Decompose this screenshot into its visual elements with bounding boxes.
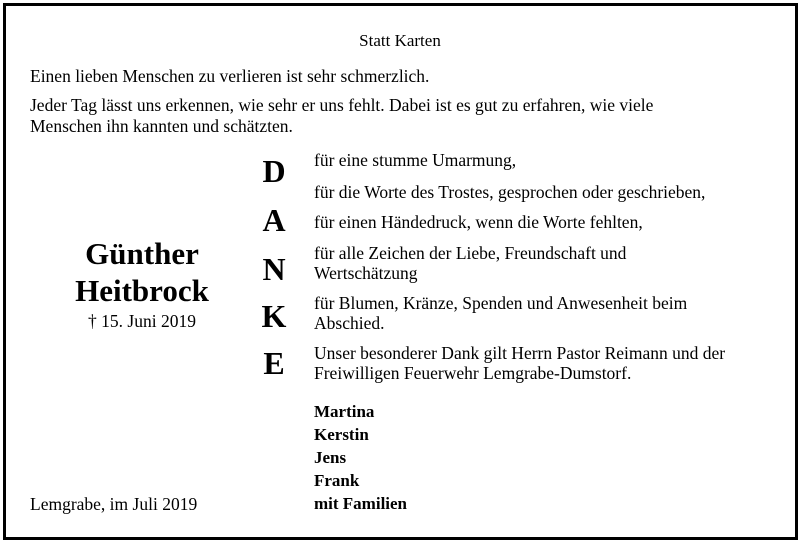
thanks-line: für Blumen, Kränze, Spenden und Anwesenheit beim bbox=[314, 293, 688, 313]
thanks-line: für eine stumme Umarmung, bbox=[314, 150, 517, 170]
death-date: † 15. Juni 2019 bbox=[88, 311, 196, 331]
thanks-line: Wertschätzung bbox=[314, 263, 418, 283]
danke-letter: N bbox=[262, 251, 286, 287]
intro-line-2: Jeder Tag lässt uns erkennen, wie sehr er uns fehlt. Dabei ist es gut zu erfahren, wie viele bbox=[30, 95, 654, 115]
thanks-line: Unser besonderer Dank gilt Herrn Pastor Reimann und der bbox=[314, 343, 726, 363]
deceased-first-name: Günther bbox=[85, 236, 199, 271]
danke-letter: E bbox=[263, 345, 285, 381]
signature-name: mit Familien bbox=[314, 494, 408, 513]
danke-letter: D bbox=[262, 153, 286, 189]
danke-letter: A bbox=[262, 202, 286, 238]
notice-header: Statt Karten bbox=[359, 31, 441, 50]
deceased-last-name: Heitbrock bbox=[75, 273, 209, 308]
thanks-line: für alle Zeichen der Liebe, Freundschaft und bbox=[314, 243, 627, 263]
danke-letter: K bbox=[261, 298, 287, 334]
signature-name: Frank bbox=[314, 471, 360, 490]
thanks-line: Abschied. bbox=[314, 313, 385, 333]
signature-name: Jens bbox=[314, 448, 347, 467]
intro-line-3: Menschen ihn kannten und schätzten. bbox=[30, 116, 293, 136]
signature-name: Kerstin bbox=[314, 425, 369, 444]
signature-name: Martina bbox=[314, 402, 375, 421]
thanks-line: für die Worte des Trostes, gesprochen oder geschrieben, bbox=[314, 182, 706, 202]
place-date: Lemgrabe, im Juli 2019 bbox=[30, 494, 198, 514]
intro-line-1: Einen lieben Menschen zu verlieren ist sehr schmerzlich. bbox=[30, 66, 430, 86]
thanks-line: Freiwilligen Feuerwehr Lemgrabe-Dumstorf. bbox=[314, 363, 632, 383]
thanks-line: für einen Händedruck, wenn die Worte fehlten, bbox=[314, 212, 643, 232]
